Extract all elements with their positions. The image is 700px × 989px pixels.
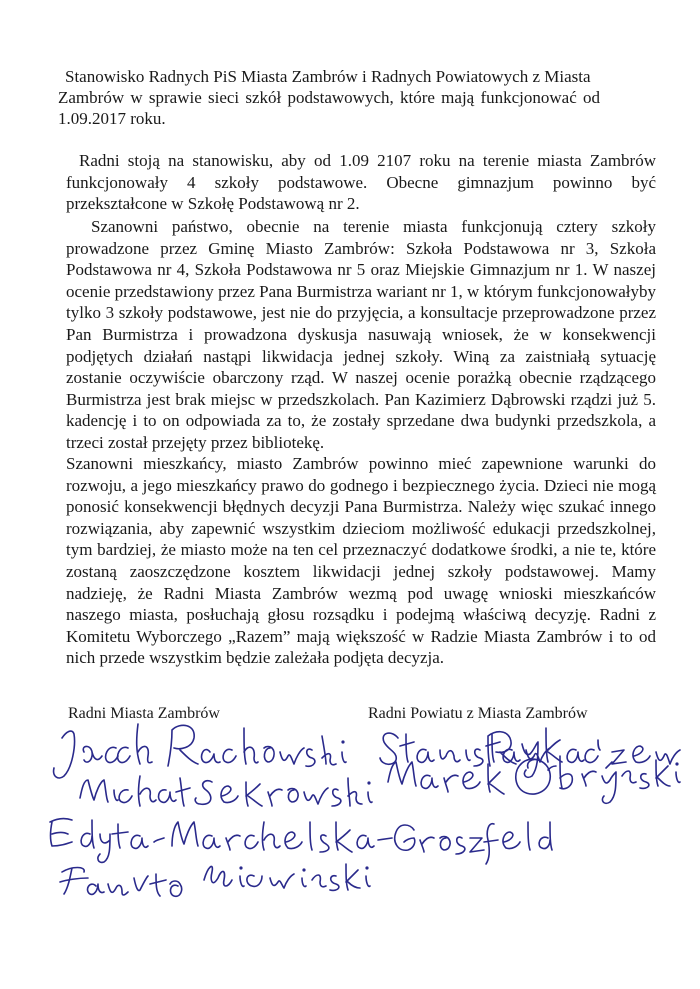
signatures-right-header: Radni Powiatu z Miasta Zambrów [368,705,588,722]
signature-jacek-rachowski [54,724,346,778]
title-line-3: 1.09.2017 roku. [58,109,166,128]
signature-marek-olbrynski [388,756,680,803]
signatures-left-header: Radni Miasta Zambrów [68,705,220,722]
paragraph-1: Radni stoją na stanowisku, aby od 1.09 2107 roku na terenie miasta Zambrów funkcjonowały 4 szkoły podstawowe. Obecne gimnazjum powinno być przekształcone w Szkołę Podstawową nr 2. [66,151,656,214]
title-line-2: Zambrów w sprawie sieci szkół podstawowych, które mają funkcjonować od [58,88,601,107]
signature-stanislaw-niewinski [60,864,370,896]
paragraph-2: Szanowni państwo, obecnie na terenie miasta funkcjonują cztery szkoły prowadzone przez Gminę Miasto Zambrów: Szkoła Podstawowa nr 3, Szkoła Podstawowa nr 4, Szkoła Podstawowa nr 5 oraz Miejskie Gimnazjum nr 1. W naszej ocenie przedstawiony przez Pana Burmistrza wariant nr 1, w którym funkcjonowałyby tylko 3 szkoły podstawowe, jest nie do przyjęcia, a konsultacje przeprowadzone przez Pan Burmistrza i prowadzona dyskusja nasuwają wniosek, że w konsekwencji podjętych działań nastąpi likwidacja jednej szkoły. Winą za zaistniałą sytuację zostanie oczywiście obarczony rząd. W naszej ocenie porażką obecnie rządzącego Burmistrza jest brak miejsc w przedszkolach. Pan Kazimierz Dąbrowski rządzi już 5. kadencję i to on odpowiada za to, że zostały sprzedane dwa budynki przedszkola, a trzeci został przejęty przez bibliotekę. [66,217,656,452]
signature-stanislaw-rykaczewski [380,728,680,777]
signature-michal-sekrowski [80,776,372,806]
paragraph-3: Szanowni mieszkańcy, miasto Zambrów powinno mieć zapewnione warunki do rozwoju, a jego mieszkańcy prawo do godnego i bezpiecznego życia. Dzieci nie mogą ponosić konsekwencji błędnych decyzji Pana Burmistrza. Należy więc szukać innego rozwiązania, aby zapewnić wszystkim dzieciom możliwość edukacji przedszkolnej, tym bardziej, że miasto może na ten cel przeznaczyć dodatkowe środki, a nie te, które zostaną zaoszczędzone kosztem likwidacji jednej szkoły podstawowej. Mamy nadzieję, że Radni Miasta Zambrów wezmą pod uwagę wnioski mieszkańców naszego miasta, posłuchają głosu rozsądku i podejmą właściwą decyzję. Radni z Komitetu Wyborczego „Razem” mają większość w Radzie Miasta Zambrów i to od nich przede wszystkim będzie zależała podjęta decyzja. [66,454,656,668]
signature-edyta-marchelska-groszfeld [50,819,552,864]
title-line-1: Stanowisko Radnych PiS Miasta Zambrów i Radnych Powiatowych z Miasta [65,67,591,86]
